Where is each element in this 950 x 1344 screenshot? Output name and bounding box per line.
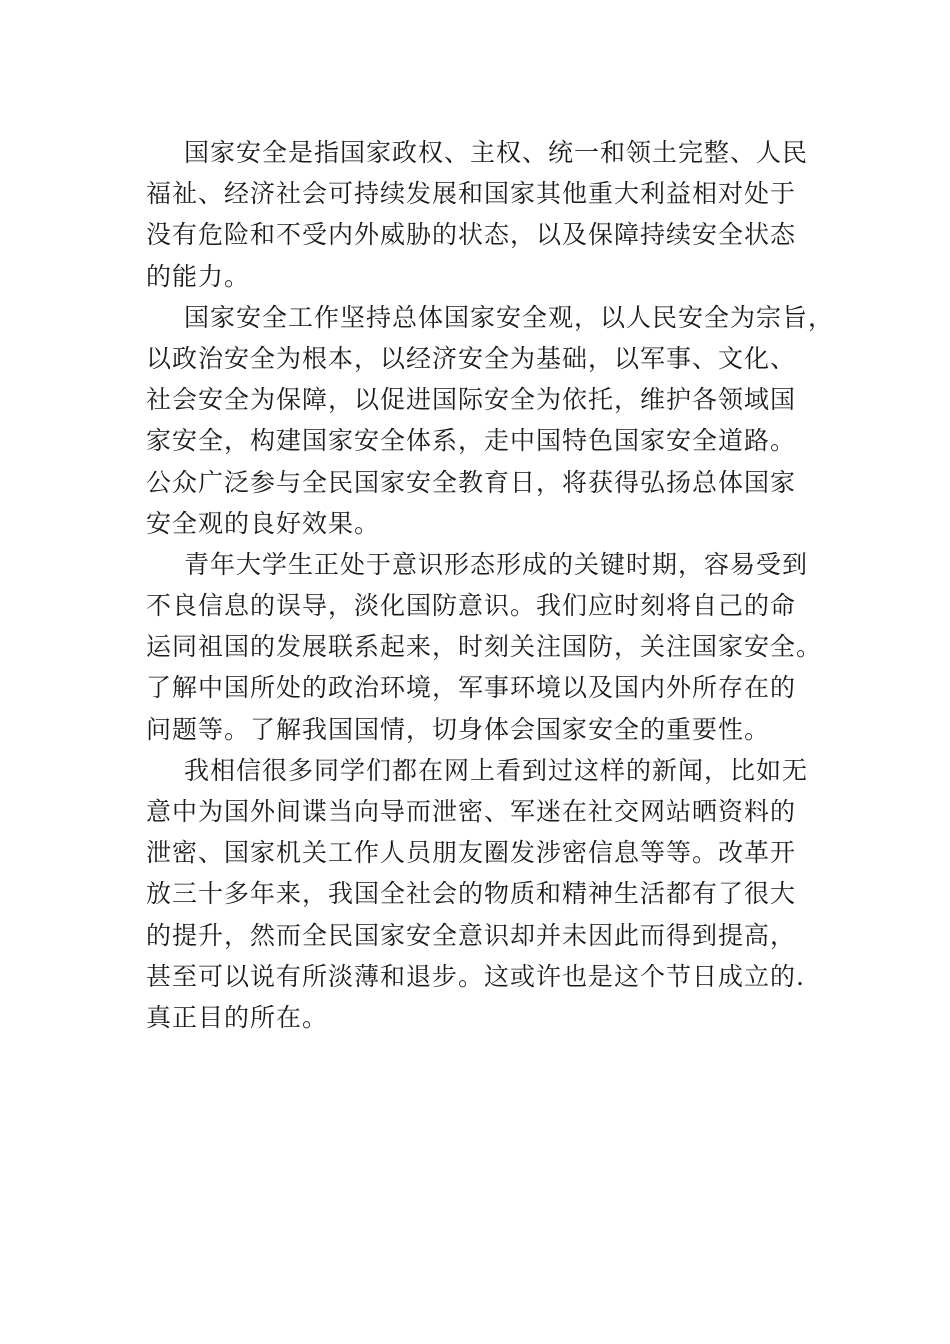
paragraph-4 [146, 750, 826, 1038]
text-line: 真正目的所在。 [146, 1002, 329, 1032]
text-line: 没有危险和不受内外威胁的状态，以及保障持续安全状态 [146, 220, 797, 250]
text-line: 运同祖国的发展联系起来，时刻关注国防，关注国家安全。 [146, 632, 823, 662]
paragraph-3 [146, 544, 826, 750]
text-line: 安全观的良好效果。 [146, 508, 381, 538]
text-line: 泄密、国家机关工作人员朋友圈发涉密信息等等。改革开 [146, 838, 797, 868]
text-line: 国家安全是指国家政权、主权、统一和领土完整、人民 [184, 138, 809, 167]
paragraph-2 [146, 297, 835, 544]
text-line: 甚至可以说有所淡薄和退步。这或许也是这个节日成立的. [146, 961, 805, 991]
text-line: 社会安全为保障，以促进国际安全为依托，维护各领域国 [146, 385, 797, 415]
text-line: 放三十多年来，我国全社会的物质和精神生活都有了很大 [146, 879, 797, 909]
text-line: 以政治安全为根本，以经济安全为基础，以军事、文化、 [146, 343, 797, 373]
text-line: 不良信息的误导，淡化国防意识。我们应时刻将自己的命 [146, 591, 797, 621]
document-body [146, 132, 835, 1038]
text-line: 福祉、经济社会可持续发展和国家其他重大利益相对处于 [146, 179, 797, 209]
text-line: 国家安全工作坚持总体国家安全观，以人民安全为宗旨， [184, 302, 835, 332]
text-line: 的能力。 [146, 261, 251, 291]
text-line: 青年大学生正处于意识形态形成的关键时期，容易受到 [184, 549, 809, 579]
text-line: 了解中国所处的政治环境，军事环境以及国内外所存在的 [146, 673, 797, 703]
paragraph-1 [146, 132, 826, 297]
text-line: 公众广泛参与全民国家安全教育日，将获得弘扬总体国家 [146, 467, 797, 497]
text-line: 意中为国外间谍当向导而泄密、军迷在社交网站晒资料的 [146, 797, 797, 826]
text-line: 的提升，然而全民国家安全意识却并未因此而得到提高， [146, 920, 797, 950]
text-line: 我相信很多同学们都在网上看到过这样的新闻，比如无 [184, 755, 809, 785]
text-line: 问题等。了解我国国情，切身体会国家安全的重要性。 [146, 714, 771, 744]
text-line: 家安全，构建国家安全体系，走中国特色国家安全道路。 [146, 426, 797, 456]
